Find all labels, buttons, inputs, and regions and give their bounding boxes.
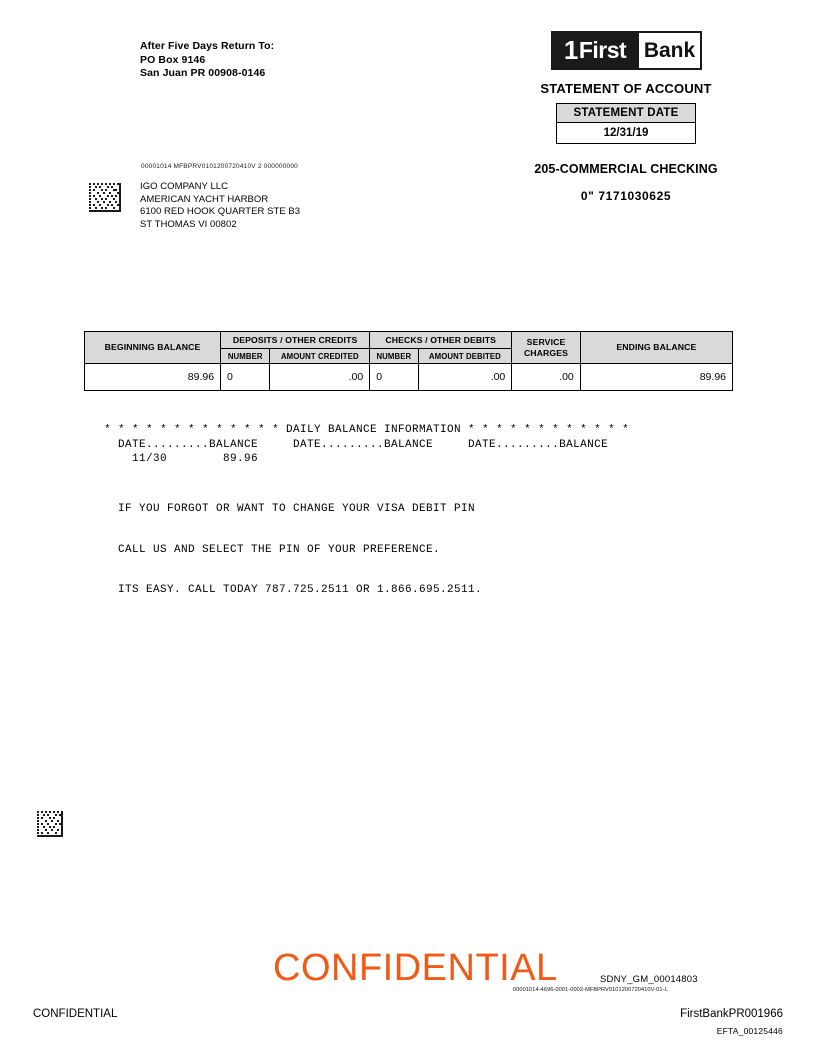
- customer-address-block: [140, 181, 300, 231]
- statement-date-box: [556, 103, 696, 144]
- value-beginning-balance: 89.96: [85, 364, 221, 391]
- summary-value-row: [85, 364, 733, 391]
- summary-header-row-1: [85, 332, 733, 349]
- return-address-block: [140, 40, 274, 81]
- daily-balance-row: 11/30 89.96: [118, 453, 259, 465]
- confidential-watermark: CONFIDENTIAL: [273, 947, 558, 989]
- footer-bates-right-secondary: EFTA_00125446: [716, 1026, 783, 1036]
- footer-confidential-label: CONFIDENTIAL: [33, 1008, 118, 1020]
- return-address-line3: San Juan PR 00908-0146: [140, 67, 266, 79]
- header-amount-debited: AMOUNT DEBITED: [418, 349, 512, 364]
- return-address-line1: After Five Days Return To:: [140, 40, 275, 52]
- customer-name: IGO COMPANY LLC: [140, 181, 229, 192]
- datamatrix-barcode-bottom-icon: [36, 810, 66, 840]
- value-checks-number: 0: [370, 364, 418, 391]
- header-service-charges: SERVICE CHARGES: [512, 332, 581, 364]
- daily-balance-column-header: DATE.........BALANCE DATE.........BALANCE DATE.........BALANCE: [118, 439, 609, 451]
- pin-message-block: [118, 476, 482, 625]
- pin-message-line2: CALL US AND SELECT THE PIN OF YOUR PREFERENCE.: [118, 543, 441, 556]
- logo-word-first: First: [578, 37, 627, 63]
- datamatrix-barcode-icon: [88, 182, 124, 216]
- logo-word-bank: Bank: [639, 31, 702, 70]
- value-service-charges: .00: [512, 364, 581, 391]
- statement-date-label: STATEMENT DATE: [557, 104, 695, 123]
- account-number: 0ʺ 7171030625: [580, 189, 672, 203]
- statement-of-account-title: STATEMENT OF ACCOUNT: [540, 81, 712, 96]
- footer-bates-right: FirstBankPR001966: [680, 1008, 783, 1020]
- customer-address-line4: ST THOMAS VI 00802: [140, 218, 237, 230]
- logo-first-mark: [551, 31, 639, 70]
- header-ending-balance: ENDING BALANCE: [580, 332, 732, 364]
- value-amount-debited: .00: [418, 364, 512, 391]
- header-deposits-number: NUMBER: [221, 349, 270, 364]
- customer-address-line2: AMERICAN YACHT HARBOR: [140, 193, 269, 205]
- header-amount-credited: AMOUNT CREDITED: [270, 349, 370, 364]
- daily-balance-banner: * * * * * * * * * * * * * DAILY BALANCE INFORMATION * * * * * * * * * * * *: [104, 424, 630, 436]
- return-address-line2: PO Box 9146: [140, 53, 206, 66]
- bates-number-top: SDNY_GM_00014803: [600, 974, 698, 985]
- mailer-code: 00001014 MFBPRV0101200720410V 2 000000000: [141, 163, 298, 170]
- header-deposits-group: DEPOSITS / OTHER CREDITS: [221, 332, 370, 349]
- account-summary-table: [84, 331, 733, 391]
- value-amount-credited: .00: [270, 364, 370, 391]
- account-type: 205-COMMERCIAL CHECKING: [534, 162, 718, 176]
- header-beginning-balance: BEGINNING BALANCE: [85, 332, 221, 364]
- pin-message-line3: ITS EASY. CALL TODAY 787.725.2511 OR 1.866.695.2511.: [118, 584, 483, 596]
- document-tracking-code: 00001014-4696-0001-0002-MFBPRV0101200720410V-01-L: [513, 987, 668, 993]
- header-checks-number: NUMBER: [370, 349, 418, 364]
- first-bank-logo: [551, 31, 702, 70]
- header-checks-group: CHECKS / OTHER DEBITS: [370, 332, 512, 349]
- value-deposits-number: 0: [221, 364, 270, 391]
- value-ending-balance: 89.96: [580, 364, 732, 391]
- customer-address-line3: 6100 RED HOOK QUARTER STE B3: [140, 206, 301, 218]
- logo-numeral: 1: [563, 35, 578, 65]
- pin-message-line1: IF YOU FORGOT OR WANT TO CHANGE YOUR VISA DEBIT PIN: [118, 503, 476, 515]
- statement-date-value: 12/31/19: [603, 127, 649, 139]
